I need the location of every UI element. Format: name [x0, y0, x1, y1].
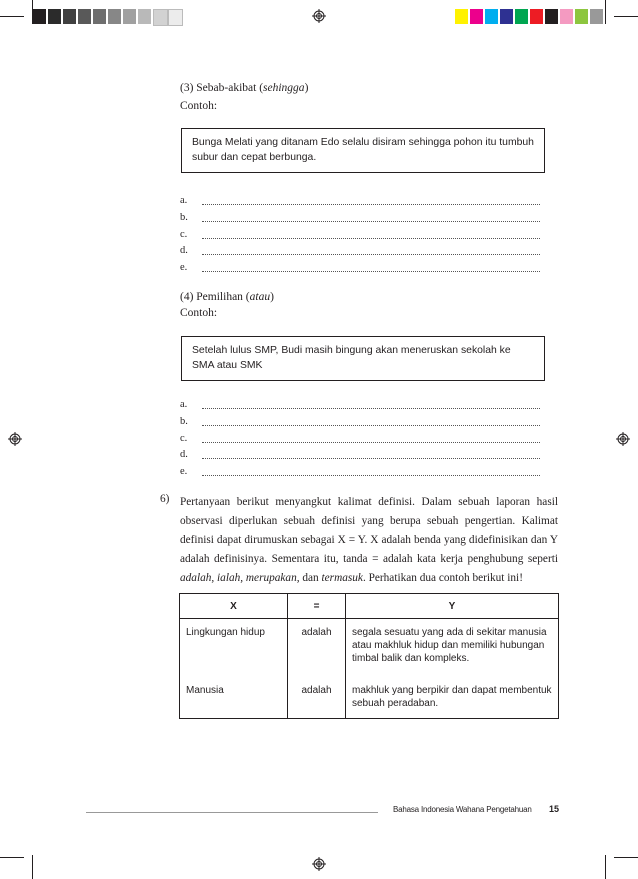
definition-table	[179, 593, 559, 719]
item6-paragraph: Pertanyaan berikut menyangkut kalimat definisi. Dalam sebuah laporan hasil observasi diperlukan sebuah definisi yang berupa sebuah pengertian. Kalimat definisi dapat dirumuskan sebagai X = Y. X adalah benda yang didefinisikan dan Y adalah definisinya. Sementara itu, tanda = adalah kata kerja penghubung seperti adalah, ialah, merupakan, dan termasuk. Perhatikan dua contoh berikut ini!	[180, 496, 558, 584]
answer-line	[180, 229, 540, 244]
table-cell-x: Manusia	[180, 680, 288, 719]
option-letter: b.	[180, 415, 188, 427]
answer-line	[180, 245, 540, 260]
dotted-answer-line	[202, 475, 540, 476]
color-swatch	[500, 9, 513, 24]
table-cell-y: segala sesuatu yang ada di sekitar manusia atau makhluk hidup dan memiliki hubungan timbal balik dan kompleks.	[346, 619, 559, 681]
option-letter: d.	[180, 245, 188, 257]
crop-mark	[605, 0, 606, 24]
color-swatch	[168, 9, 183, 26]
option-letter: e.	[180, 466, 188, 478]
dotted-answer-line	[202, 254, 540, 255]
color-swatch	[153, 9, 168, 26]
color-swatch	[455, 9, 468, 24]
answer-line	[180, 262, 540, 277]
answer-line	[180, 212, 540, 227]
footer-page-number: 15	[549, 804, 560, 814]
crop-mark	[0, 16, 24, 17]
color-swatch	[93, 9, 106, 24]
table-header-equals: =	[288, 594, 346, 619]
dotted-answer-line	[202, 238, 540, 239]
item6-number: 6)	[160, 493, 170, 505]
answer-line	[180, 195, 540, 210]
answer-line	[180, 399, 540, 414]
color-swatch	[138, 9, 151, 24]
section3-contoh-label: Contoh:	[180, 100, 218, 112]
section4-example-box	[181, 336, 545, 381]
option-letter: b.	[180, 211, 188, 223]
color-swatch	[108, 9, 121, 24]
dotted-answer-line	[202, 458, 540, 459]
section3-example-box	[181, 128, 545, 173]
color-swatch	[575, 9, 588, 24]
color-swatch	[123, 9, 136, 24]
color-swatch	[63, 9, 76, 24]
option-letter: a.	[180, 195, 188, 206]
color-swatch	[48, 9, 61, 24]
crop-mark	[0, 857, 24, 858]
dotted-answer-line	[202, 442, 540, 443]
color-swatch	[530, 9, 543, 24]
crop-mark	[614, 16, 638, 17]
option-letter: a.	[180, 399, 188, 410]
color-swatch	[78, 9, 91, 24]
crop-mark	[605, 855, 606, 879]
registration-mark-icon	[312, 857, 326, 871]
answer-line	[180, 449, 540, 464]
answer-line	[180, 433, 540, 448]
registration-mark-icon	[616, 432, 630, 446]
section3-heading: (3) Sebab-akibat (sehingga)	[180, 82, 309, 94]
table-cell-x: Lingkungan hidup	[180, 619, 288, 681]
section3-example-text: Bunga Melati yang ditanam Edo selalu disiram sehingga pohon itu tumbuh subur dan cepat berbunga.	[192, 137, 534, 163]
section4-heading: (4) Pemilihan (atau)	[180, 291, 274, 303]
option-letter: c.	[180, 228, 188, 240]
answer-line	[180, 466, 540, 481]
registration-mark-icon	[312, 9, 326, 23]
table-cell-equals: adalah	[288, 680, 346, 719]
footer-book-title: Bahasa Indonesia Wahana Pengetahuan	[393, 805, 532, 814]
table-cell-equals: adalah	[288, 619, 346, 681]
section4-example-text: Setelah lulus SMP, Budi masih bingung akan meneruskan sekolah ke SMA atau SMK	[192, 345, 511, 371]
color-swatch	[560, 9, 573, 24]
registration-mark-icon	[8, 432, 22, 446]
table-row	[180, 680, 559, 719]
table-header-row	[180, 594, 559, 619]
color-swatch	[515, 9, 528, 24]
dotted-answer-line	[202, 204, 540, 205]
option-letter: e.	[180, 262, 188, 274]
table-header-x: X	[180, 594, 288, 619]
dotted-answer-line	[202, 408, 540, 409]
table-cell-y: makhluk yang berpikir dan dapat membentuk sebuah peradaban.	[346, 680, 559, 719]
dotted-answer-line	[202, 221, 540, 222]
dotted-answer-line	[202, 271, 540, 272]
section4-contoh-label: Contoh:	[180, 307, 218, 319]
color-swatch	[545, 9, 558, 24]
option-letter: d.	[180, 449, 188, 461]
color-swatch	[590, 9, 603, 24]
color-swatch	[33, 9, 46, 24]
option-letter: c.	[180, 432, 188, 444]
color-swatch	[485, 9, 498, 24]
footer-rule	[86, 812, 378, 813]
color-swatch	[470, 9, 483, 24]
table-header-y: Y	[346, 594, 559, 619]
answer-line	[180, 416, 540, 431]
dotted-answer-line	[202, 425, 540, 426]
table-row	[180, 619, 559, 681]
crop-mark	[32, 855, 33, 879]
crop-mark	[614, 857, 638, 858]
